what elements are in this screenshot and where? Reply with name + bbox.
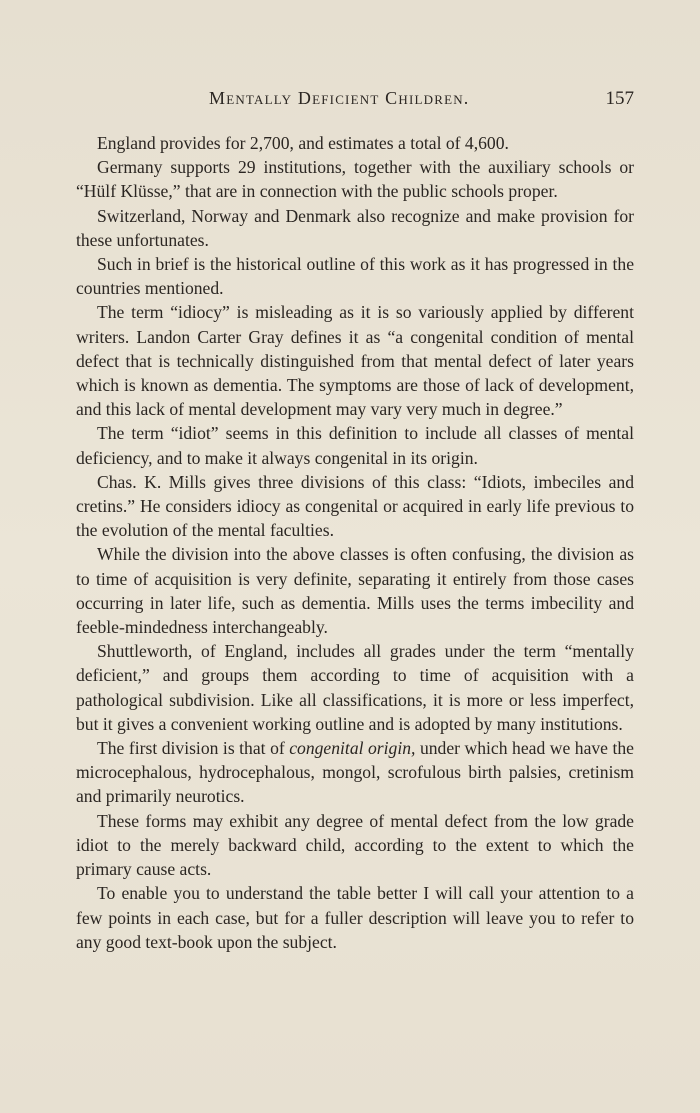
paragraph: Germany supports 29 institutions, together with the auxiliary schools or “Hülf Klüsse,” that are in connection with the public schools proper.: [76, 157, 634, 202]
paragraph-congenital-origin: [76, 736, 634, 809]
paragraph: To enable you to understand the table better I will call your attention to a few points in each case, but for a fuller description will leave you to refer to any good text-book upon the subject.: [76, 883, 634, 952]
page-number: 157: [605, 88, 634, 109]
paragraph: Such in brief is the historical outline of this work as it has progressed in the countries mentioned.: [76, 254, 634, 299]
running-head: Mentally Deficient Children.: [209, 88, 470, 108]
paragraph: Shuttleworth, of England, includes all grades under the term “mentally deficient,” and groups them according to time of acquisition with a pathological subdivision. Like all classifications, it is more or less imperfect, but it gives a convenient working outline and is adopted by many institutions.: [76, 641, 634, 734]
paragraph: The term “idiocy” is misleading as it is so variously applied by different writers. Landon Carter Gray defines it as “a congenital condition of mental defect that is technically distinguished from that mental defect of later years which is known as dementia. The symptoms are those of lack of development, and this lack of mental development may vary very much in degree.”: [76, 302, 634, 420]
emphasized-term: congenital origin,: [289, 738, 416, 759]
body-text: [76, 131, 634, 954]
paragraph: While the division into the above classes is often confusing, the division as to time of acquisition is very definite, separating it entirely from those cases occurring in later life, such as dementia. Mills uses the terms imbecility and feeble-mindedness interchangeably.: [76, 544, 634, 638]
paragraph-text: under which head we have the microcephalous, hydrocephalous, mongol, scrofulous birth palsies, cretinism and primarily neurotics.: [76, 738, 634, 807]
paragraph-text: The first division is that of: [97, 738, 290, 759]
paragraph: The term “idiot” seems in this definition to include all classes of mental deficiency, and to make it always congenital in its origin.: [76, 423, 634, 468]
paragraph: England provides for 2,700, and estimates a total of 4,600.: [97, 133, 509, 153]
paragraph: These forms may exhibit any degree of mental defect from the low grade idiot to the merely backward child, according to the extent to which the primary cause acts.: [76, 810, 634, 880]
paragraph: Switzerland, Norway and Denmark also recognize and make provision for these unfortunates.: [76, 205, 634, 250]
page-header: [76, 88, 634, 116]
paragraph: Chas. K. Mills gives three divisions of this class: “Idiots, imbeciles and cretins.” He considers idiocy as congenital or acquired in early life previous to the evolution of the mental faculties.: [76, 471, 634, 541]
